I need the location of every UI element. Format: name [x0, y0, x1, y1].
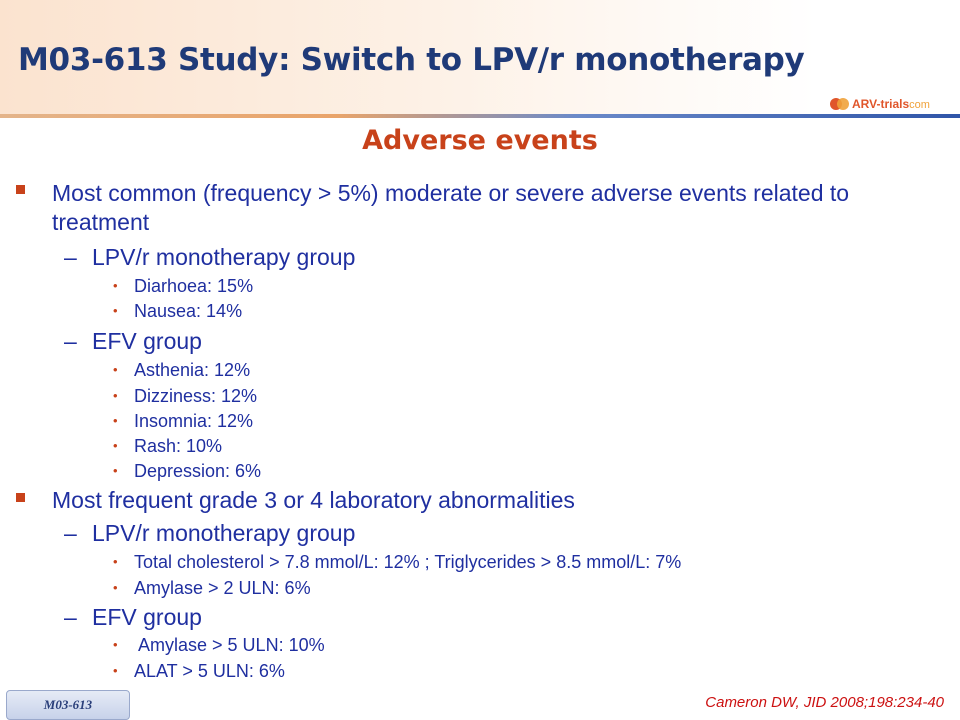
logo-circles-icon — [830, 96, 852, 112]
bullet-level3: Rash: 10% — [134, 436, 223, 456]
dash-bullet-icon: – — [64, 244, 77, 270]
dot-bullet-icon: • — [113, 554, 118, 569]
dot-bullet-icon: • — [113, 637, 118, 652]
dot-bullet-icon: • — [113, 303, 118, 318]
dot-bullet-icon: • — [113, 413, 118, 428]
citation: Cameron DW, JID 2008;198:234-40 — [705, 694, 944, 711]
bullet-level3: Dizziness: 12% — [134, 386, 258, 406]
dash-bullet-icon: – — [64, 328, 77, 354]
square-bullet-icon — [16, 493, 25, 502]
slide-title: M03-613 Study: Switch to LPV/r monotherapy — [18, 42, 805, 78]
logo-text: ARV-trialscom — [852, 97, 930, 111]
bullet-level3: Amylase > 2 ULN: 6% — [134, 578, 311, 598]
bullet-level1: Most common (frequency > 5%) moderate or severe adverse events related to treatment — [52, 180, 850, 235]
bullet-level3: Depression: 6% — [134, 461, 262, 481]
dot-bullet-icon: • — [113, 278, 118, 293]
bullet-level1: Most frequent grade 3 or 4 laboratory abnormalities — [52, 487, 575, 513]
dot-bullet-icon: • — [113, 580, 118, 595]
dash-bullet-icon: – — [64, 520, 77, 546]
bullet-level2: EFV group — [92, 328, 202, 354]
header-divider — [0, 114, 960, 118]
bullet-level3: Asthenia: 12% — [134, 360, 251, 380]
bullet-level3: Amylase > 5 ULN: 10% — [134, 635, 325, 655]
bullet-level3: Diarhoea: 15% — [134, 276, 254, 296]
slide-subtitle: Adverse events — [362, 125, 598, 156]
dot-bullet-icon: • — [113, 663, 118, 678]
bullet-level3: Nausea: 14% — [134, 301, 243, 321]
bullet-level2: EFV group — [92, 604, 202, 630]
bullet-level3: Insomnia: 12% — [134, 411, 254, 431]
dot-bullet-icon: • — [113, 388, 118, 403]
dash-bullet-icon: – — [64, 604, 77, 630]
dot-bullet-icon: • — [113, 362, 118, 377]
square-bullet-icon — [16, 185, 25, 194]
dot-bullet-icon: • — [113, 438, 118, 453]
dot-bullet-icon: • — [113, 463, 118, 478]
study-tag: M03-613 — [6, 690, 130, 720]
bullet-level3: Total cholesterol > 7.8 mmol/L: 12% ; Triglycerides > 8.5 mmol/L: 7% — [134, 552, 682, 572]
bullet-level2: LPV/r monotherapy group — [92, 244, 356, 270]
arv-trials-logo — [830, 95, 930, 113]
bullet-level3: ALAT > 5 ULN: 6% — [134, 661, 285, 681]
bullet-level2: LPV/r monotherapy group — [92, 520, 356, 546]
